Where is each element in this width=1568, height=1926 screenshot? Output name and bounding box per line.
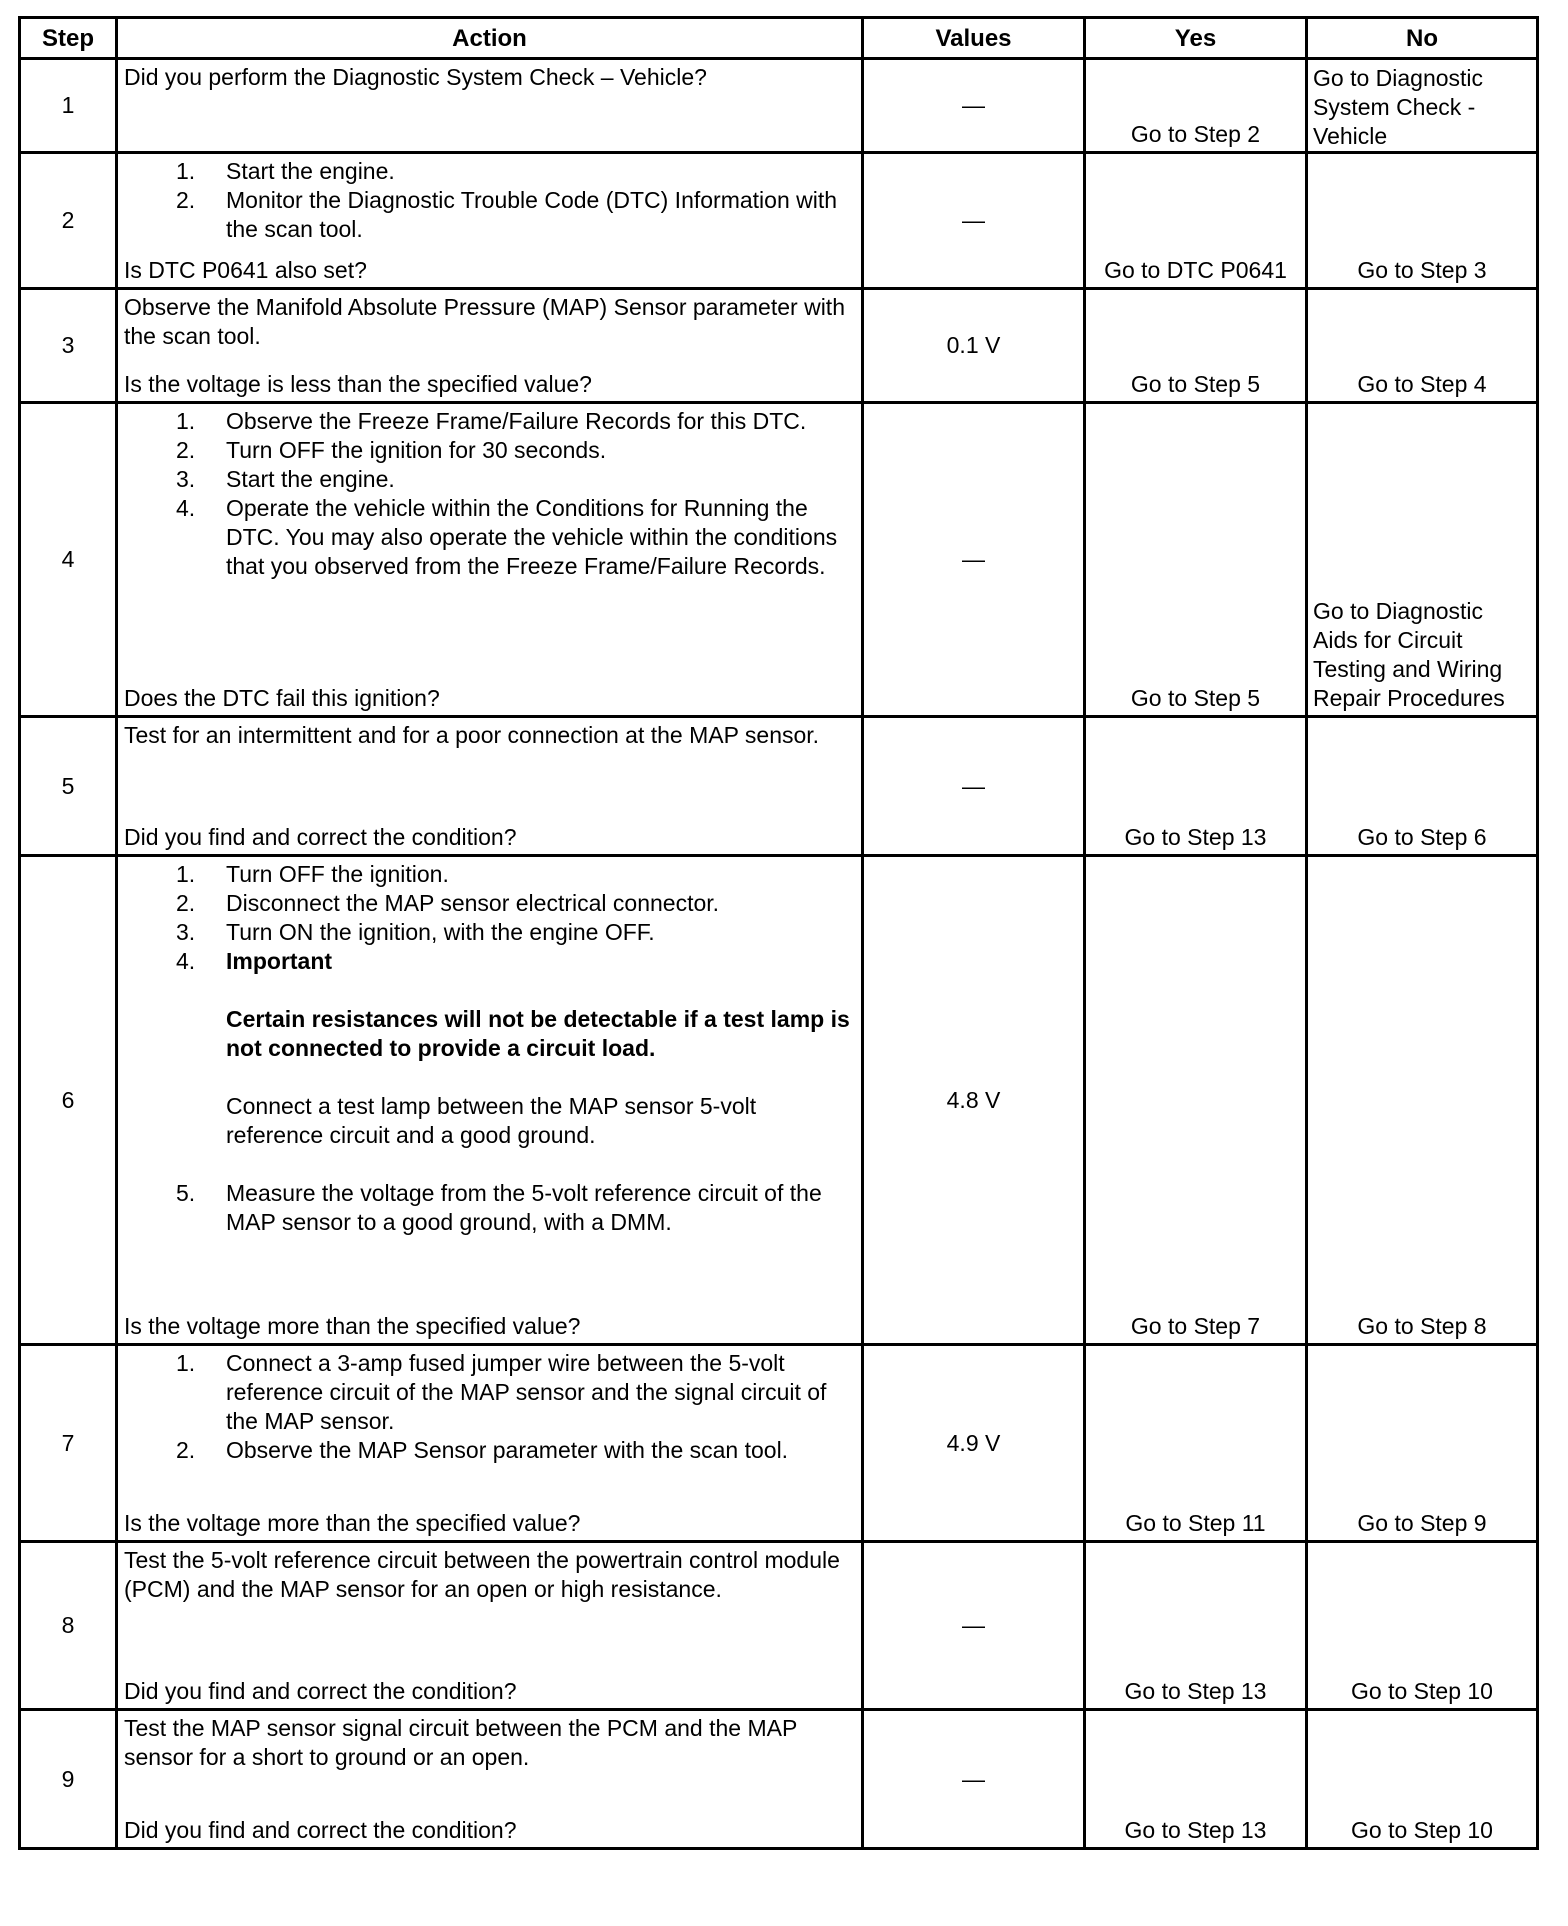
yes-link[interactable]: Go to DTC P0641 xyxy=(1104,257,1287,283)
value-cell: — xyxy=(863,403,1085,717)
yes-cell xyxy=(1085,403,1307,717)
header-row xyxy=(20,18,1538,59)
no-link[interactable]: Go to Step 10 xyxy=(1351,1678,1493,1704)
table-row xyxy=(20,403,1538,717)
action-step: 4. Important xyxy=(176,948,333,974)
yes-link[interactable]: Go to Step 13 xyxy=(1124,1678,1267,1704)
action-steps xyxy=(124,860,857,976)
no-link[interactable]: Go to Step 10 xyxy=(1351,1817,1493,1843)
no-link[interactable]: Go to Diagnostic System Check - Vehicle xyxy=(1313,65,1484,149)
no-cell xyxy=(1307,153,1538,289)
action-question: Did you find and correct the condition? xyxy=(124,824,517,850)
important-note: Certain resistances will not be detectable if a test lamp is not connected to provide a circuit load. xyxy=(226,1006,850,1061)
table-row xyxy=(20,1345,1538,1542)
action-cell xyxy=(117,717,863,856)
yes-link[interactable]: Go to Step 11 xyxy=(1125,1510,1266,1536)
header-values: Values xyxy=(863,18,1085,59)
no-cell xyxy=(1307,1542,1538,1710)
value-cell: — xyxy=(863,1542,1085,1710)
value-cell: — xyxy=(863,59,1085,153)
no-cell xyxy=(1307,1710,1538,1849)
action-text: Test the 5-volt reference circuit between the powertrain control module (PCM) and the MAP sensor for an open or high resistance. xyxy=(124,1547,840,1602)
yes-cell xyxy=(1085,59,1307,153)
value-cell: — xyxy=(863,153,1085,289)
action-step: 1. Connect a 3-amp fused jumper wire between the 5-volt reference circuit of the MAP sensor and the signal circuit of the MAP sensor. xyxy=(176,1350,827,1434)
table-row xyxy=(20,717,1538,856)
yes-link[interactable]: Go to Step 2 xyxy=(1130,121,1261,147)
action-cell xyxy=(117,153,863,289)
no-cell xyxy=(1307,717,1538,856)
yes-cell xyxy=(1085,856,1307,1345)
step-number: 9 xyxy=(20,1710,117,1849)
yes-cell xyxy=(1085,1542,1307,1710)
table-row xyxy=(20,856,1538,1345)
step-number: 1 xyxy=(20,59,117,153)
action-step: 5. Measure the voltage from the 5-volt reference circuit of the MAP sensor to a good ground, with a DMM. xyxy=(176,1180,822,1235)
no-link[interactable]: Go to Step 6 xyxy=(1357,824,1487,850)
important-text: Connect a test lamp between the MAP sensor 5-volt reference circuit and a good ground. xyxy=(226,1093,757,1148)
table-row xyxy=(20,1710,1538,1849)
yes-cell xyxy=(1085,153,1307,289)
value-cell: — xyxy=(863,1710,1085,1849)
action-steps xyxy=(124,1349,857,1465)
action-text: Test for an intermittent and for a poor connection at the MAP sensor. xyxy=(124,722,820,748)
action-question: Does the DTC fail this ignition? xyxy=(124,685,440,711)
action-text: Did you perform the Diagnostic System Check – Vehicle? xyxy=(124,64,707,90)
table-row xyxy=(20,289,1538,403)
action-cell xyxy=(117,1542,863,1710)
action-cell xyxy=(117,289,863,403)
yes-link[interactable]: Go to Step 13 xyxy=(1124,1817,1267,1843)
action-cell xyxy=(117,403,863,717)
step-number: 2 xyxy=(20,153,117,289)
action-step: 2. Disconnect the MAP sensor electrical connector. xyxy=(176,890,720,916)
no-cell xyxy=(1307,1345,1538,1542)
no-cell xyxy=(1307,403,1538,717)
no-link[interactable]: Go to Step 3 xyxy=(1357,257,1487,283)
yes-cell xyxy=(1085,717,1307,856)
action-step: 2. Observe the MAP Sensor parameter with the scan tool. xyxy=(176,1437,789,1463)
no-cell xyxy=(1307,856,1538,1345)
action-question: Is the voltage is less than the specified value? xyxy=(124,371,592,397)
action-text: Test the MAP sensor signal circuit between the PCM and the MAP sensor for a short to ground or an open. xyxy=(124,1715,797,1770)
action-steps xyxy=(124,157,857,244)
no-link[interactable]: Go to Step 8 xyxy=(1357,1313,1487,1339)
no-cell xyxy=(1307,289,1538,403)
action-question: Is the voltage more than the specified value? xyxy=(124,1313,581,1339)
action-step: 1. Observe the Freeze Frame/Failure Records for this DTC. xyxy=(176,408,807,434)
action-question: Is DTC P0641 also set? xyxy=(124,257,367,283)
step-number: 4 xyxy=(20,403,117,717)
action-steps xyxy=(124,1179,857,1237)
action-step: 1. Start the engine. xyxy=(176,158,395,184)
action-step: 2. Monitor the Diagnostic Trouble Code (DTC) Information with the scan tool. xyxy=(176,187,838,242)
value-cell: 4.8 V xyxy=(863,856,1085,1345)
step-number: 6 xyxy=(20,856,117,1345)
step-number: 5 xyxy=(20,717,117,856)
action-cell xyxy=(117,1710,863,1849)
value-cell: 0.1 V xyxy=(863,289,1085,403)
header-step: Step xyxy=(20,18,117,59)
no-link[interactable]: Go to Diagnostic Aids for Circuit Testing and Wiring Repair Procedures xyxy=(1313,598,1505,711)
action-question: Is the voltage more than the specified value? xyxy=(124,1510,581,1536)
action-step: 3. Start the engine. xyxy=(176,466,395,492)
yes-link[interactable]: Go to Step 5 xyxy=(1130,371,1261,397)
action-cell xyxy=(117,1345,863,1542)
action-question: Did you find and correct the condition? xyxy=(124,1817,517,1843)
no-link[interactable]: Go to Step 9 xyxy=(1357,1510,1487,1536)
action-step: 3. Turn ON the ignition, with the engine OFF. xyxy=(176,919,655,945)
action-text: Observe the Manifold Absolute Pressure (MAP) Sensor parameter with the scan tool. xyxy=(124,294,845,349)
action-question: Did you find and correct the condition? xyxy=(124,1678,517,1704)
yes-cell xyxy=(1085,289,1307,403)
yes-link[interactable]: Go to Step 5 xyxy=(1130,685,1261,711)
value-cell: 4.9 V xyxy=(863,1345,1085,1542)
yes-link[interactable]: Go to Step 7 xyxy=(1130,1313,1261,1339)
yes-cell xyxy=(1085,1710,1307,1849)
step-number: 8 xyxy=(20,1542,117,1710)
table-row xyxy=(20,153,1538,289)
action-cell xyxy=(117,59,863,153)
action-step: 4. Operate the vehicle within the Conditions for Running the DTC. You may also operate the vehicle within the conditions that you observed from the Freeze Frame/Failure Records. xyxy=(176,495,838,579)
no-cell xyxy=(1307,59,1538,153)
yes-cell xyxy=(1085,1345,1307,1542)
action-cell xyxy=(117,856,863,1345)
step-number: 3 xyxy=(20,289,117,403)
header-yes: Yes xyxy=(1085,18,1307,59)
yes-link[interactable]: Go to Step 13 xyxy=(1124,824,1267,850)
action-steps xyxy=(124,407,857,581)
diagnostic-table xyxy=(18,16,1539,1850)
header-action: Action xyxy=(117,18,863,59)
no-link[interactable]: Go to Step 4 xyxy=(1357,371,1487,397)
action-step: 2. Turn OFF the ignition for 30 seconds. xyxy=(176,437,607,463)
value-cell: — xyxy=(863,717,1085,856)
header-no: No xyxy=(1307,18,1538,59)
step-number: 7 xyxy=(20,1345,117,1542)
table-row xyxy=(20,59,1538,153)
action-step: 1. Turn OFF the ignition. xyxy=(176,861,449,887)
table-row xyxy=(20,1542,1538,1710)
